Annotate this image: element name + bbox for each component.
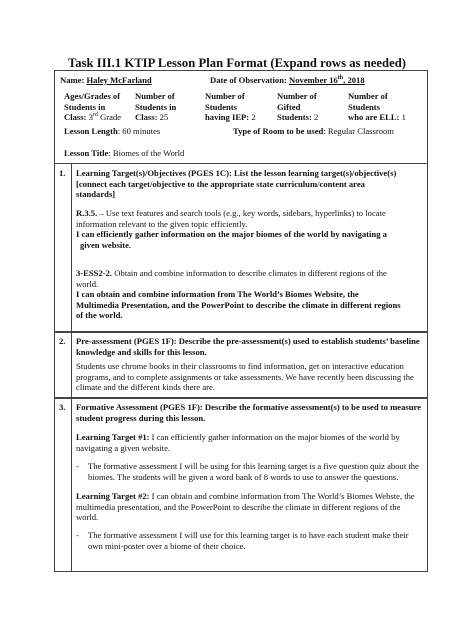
date-value: November 16th, 2018 xyxy=(289,75,365,85)
iep-field: Number of Students having IEP: 2 xyxy=(205,91,256,123)
section-3-divider xyxy=(71,397,72,571)
num-students-field: Number of Students in Class: 25 xyxy=(135,91,177,123)
lt1-bullet: - xyxy=(76,461,79,471)
target-2: I can obtain and combine information from The World’s Biomes Website, the Multimedia Presentation, and the PowerPoint to describe the climate in different regions of the world. xyxy=(76,289,401,321)
gifted-field: Number of Gifted Students: 2 xyxy=(277,91,319,123)
room-type: Type of Room to be used: Regular Classroom xyxy=(233,126,394,136)
name-row xyxy=(60,75,152,86)
name-label: Name: xyxy=(60,75,85,85)
section-2-number: 2. xyxy=(59,336,66,346)
page-title: Task III.1 KTIP Lesson Plan Format (Expand rows as needed) xyxy=(67,56,407,70)
date-label: Date of Observation: xyxy=(210,75,287,85)
section-1-divider xyxy=(71,163,72,332)
section-2-divider xyxy=(71,331,72,398)
section-3-number: 3. xyxy=(59,402,66,412)
standard-r35: R.3.5. – Use text features and search tools (e.g., key words, sidebars, hyperlinks) to locate information relevant to the given topic efficiently. xyxy=(76,208,386,229)
lt2-assessment: The formative assessment I will use for this learning target is to have each student make their own mini-poster over a biome of their choice. xyxy=(88,530,409,551)
ages-grades-field: Ages/Grades of Students in Class: 3rd Grade xyxy=(64,91,122,123)
standard-3ess22: 3-ESS2-2. Obtain and combine information to describe climates in different regions of the world. xyxy=(76,268,387,289)
lt2-bullet: - xyxy=(76,530,79,540)
section-2-heading: Pre-assessment (PGES 1F): Describe the pre-assessment(s) used to establish students’ baseline knowledge and skills for this lesson. xyxy=(76,336,420,357)
lt1-assessment: The formative assessment I will be using for this learning target is a five question quiz about the biomes. The students will be given a word bank of 8 words to use to answer the questions. xyxy=(88,461,419,482)
section-3-heading: Formative Assessment (PGES 1F): Describe the formative assessment(s) to be used to measure student progress during this lesson. xyxy=(76,402,421,423)
ell-field: Number of Students who are ELL: 1 xyxy=(348,91,406,123)
name-value: Haley McFarland xyxy=(86,75,152,85)
learning-target-1: Learning Target #1: I can efficiently gather information on the major biomes of the world by navigating a given website. xyxy=(76,432,400,453)
section-1-heading: Learning Target(s)/Objectives (PGES 1C): List the lesson learning target(s)/objective(s) [connect each target/objective to the appropriate state curriculum/content area standards] xyxy=(76,168,397,200)
target-1: I can efficiently gather information on the major biomes of the world by navigating a given website. xyxy=(76,229,387,250)
date-row xyxy=(210,75,365,86)
section-1-number: 1. xyxy=(59,168,66,178)
learning-target-2: Learning Target #2: I can obtain and combine information from The World’s Biomes Webste, the multimedia presentation, and the PowerPoint to describe the climate in different regions of the world. xyxy=(76,491,415,523)
section-2-body: Students use chrome books in their classrooms to find information, get on interactive education programs, and to complete assignments or take assessments. We have recently been discussing the climate and the different kinds there are. xyxy=(76,361,414,393)
lesson-length: Lesson Length: 60 minutes xyxy=(64,126,161,136)
lesson-title: Lesson Title: Biomes of the World xyxy=(64,148,185,158)
